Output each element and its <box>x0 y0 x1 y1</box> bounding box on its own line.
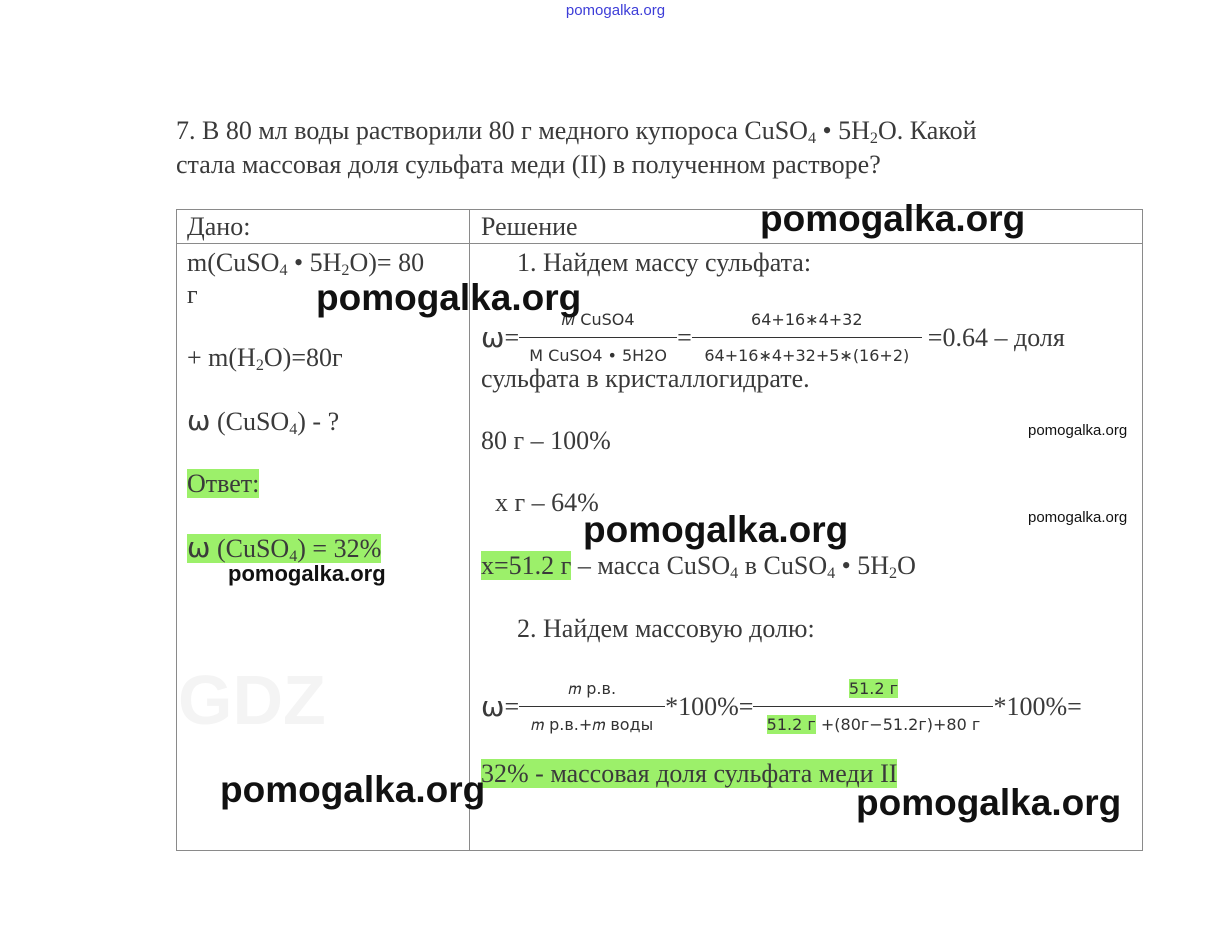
site-logo-link[interactable]: pomogalka.org <box>565 2 666 19</box>
fraction-molar-ratio: $\frac{\text{𝑀 CuSO4}}{\text{M CuSO4 • 5H2O}}$ <box>519 305 677 371</box>
formula-2: ω = $\frac{\text{𝑚 р.в.}}{\text{𝑚 р.в.+𝑚 воды}}$ *100%= $\frac{51.2 г}{51.2 г +(80г-51.2г)+80 г}$ *100%= <box>481 674 1082 740</box>
problem-line-1 <box>176 114 1106 148</box>
watermark: pomogalka.org <box>1028 509 1128 526</box>
proportion-line-1: 80 г – 100% <box>481 426 611 455</box>
given-mass: m(CuSO$_4$ • $5H_2O)= 80$ <box>187 248 425 280</box>
problem-statement <box>176 114 1106 182</box>
problem-line-2: стала массовая доля сульфата меди (II) в полученном растворе? <box>176 150 881 179</box>
problem-text: 7. В 80 мл воды растворили 80 г медного купороса CuSO <box>176 116 808 145</box>
watermark: pomogalka.org <box>316 277 582 318</box>
subscript: 4 <box>807 130 816 148</box>
proportion-line-2: х г – 64% <box>495 488 599 517</box>
fraction-molar-numbers: $\frac{64+16∗4+32}{64+16∗4+32+5∗(16+2)}$ <box>692 305 922 371</box>
subscript: 2 <box>869 130 878 148</box>
watermark: pomogalka.org <box>856 782 1122 823</box>
solution-header: Решение <box>481 212 578 241</box>
problem-text: O. Какой <box>877 116 977 145</box>
fraction-mass-ratio: $\frac{\text{𝑚 р.в.}}{\text{𝑚 р.в.+𝑚 воды}}$ <box>519 674 665 740</box>
given-header: Дано: <box>187 212 251 241</box>
final-answer: 32% - массовая доля сульфата меди II <box>481 759 898 788</box>
step-1-heading: 1. Найдем массу сульфата: <box>517 248 812 277</box>
watermark: pomogalka.org <box>760 198 1026 239</box>
problem-text: • 5H <box>816 116 870 145</box>
formula-1: ω = $\frac{\text{𝑀 CuSO4}}{\text{M CuSO4 • 5H2O}}$ = $\frac{64+16∗4+32}{64+16∗4+32+5∗(16+2)}$ =0.64 – доля <box>481 305 1065 371</box>
watermark: pomogalka.org <box>220 769 486 810</box>
header-divider <box>176 243 1143 244</box>
find-omega: ω (CuSO$_4$) - ? <box>187 404 340 439</box>
x-result: x=51.2 г – масса CuSO$_4$ в CuSO$_4$ • $5H_2O$ <box>481 551 916 583</box>
given-water: + $m(H_2O)=80г$ <box>187 343 343 375</box>
background-watermark: GDZ <box>178 661 326 739</box>
watermark: pomogalka.org <box>228 561 386 586</box>
answer-value: ω (CuSO$_4$) = 32% <box>187 531 382 566</box>
given-mass-unit: г <box>187 280 198 309</box>
watermark: pomogalka.org <box>1028 422 1128 439</box>
result-1-continued: сульфата в кристаллогидрате. <box>481 364 810 393</box>
step-2-heading: 2. Найдем массовую долю: <box>517 614 815 643</box>
answer-label: Ответ: <box>187 469 260 498</box>
fraction-mass-numbers: $\frac{51.2 г}{51.2 г +(80г-51.2г)+80 г}$ <box>753 674 993 740</box>
watermark: pomogalka.org <box>583 509 849 550</box>
